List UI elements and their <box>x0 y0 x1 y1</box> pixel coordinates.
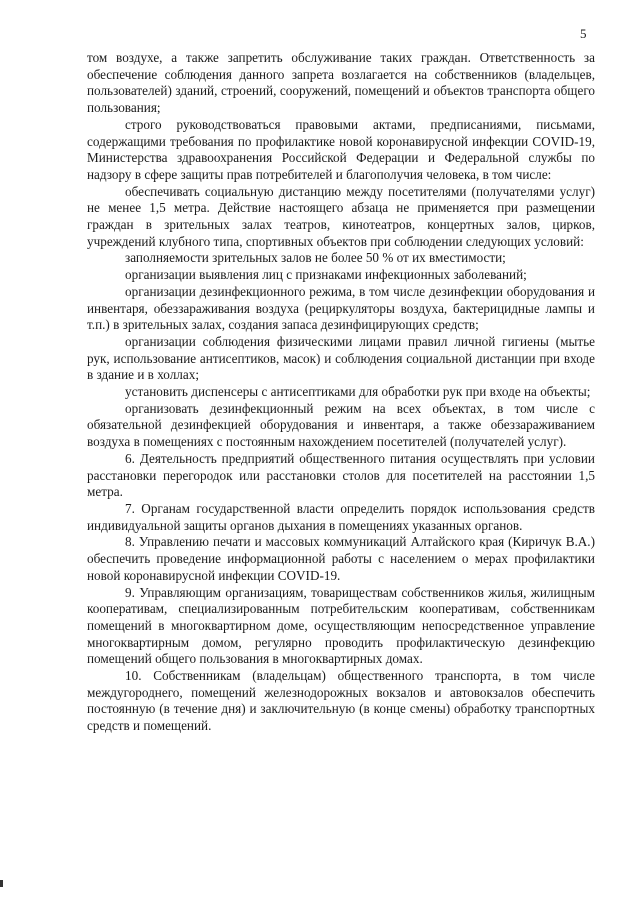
paragraph: 6. Деятельность предприятий общественного питания осуществлять при условии расстановки перегородок или расстановки столов для посетителей на расстоянии 1,5 метра. <box>87 450 595 500</box>
paragraph: заполняемости зрительных залов не более 50 % от их вместимости; <box>125 250 506 266</box>
document-body <box>87 50 595 735</box>
paragraph: 7. Органам государственной власти определить порядок использования средств индивидуальной защиты органов дыхания в помещениях указанных органов. <box>87 500 595 533</box>
paragraph: 9. Управляющим организациям, товариществам собственников жилья, жилищным кооперативам, специализированным потребительским кооперативам, собственникам помещений в многоквартирном доме, осуществляющим непосредственное управление многоквартирным домом, регулярно проводить профилактическую дезинфекцию помещений общего пользования в многоквартирных домах. <box>87 584 595 667</box>
paragraph: 8. Управлению печати и массовых коммуникаций Алтайского края (Киричук В.А.) обеспечить проведение информационной работы с населением о мерах профилактики новой коронавирусной инфекции COVID-19. <box>87 534 595 583</box>
paragraph: строго руководствоваться правовыми актами, предписаниями, письмами, содержащими требования по профилактике новой коронавирусной инфекции COVID-19, Министерства здравоохранения Российской Федерации и Федеральной службы по надзору в сфере защиты прав потребителей и благополучия человека, в том числе: <box>87 116 595 182</box>
page-number: 5 <box>580 26 587 41</box>
scan-mark <box>0 880 3 887</box>
paragraph: организовать дезинфекционный режим на всех объектах, в том числе с обязательной дезинфекцией оборудования и инвентаря, а также обеззараживанием воздуха в помещениях с постоянным нахождением посетителей (получателей услуг). <box>87 400 595 450</box>
paragraph: 10. Собственникам (владельцам) общественного транспорта, в том числе междугороднего, помещений железнодорожных вокзалов и автовокзалов обеспечить постоянную (в течение дня) и заключительную (в конце смены) обработку транспортных средств и помещений. <box>87 668 595 734</box>
paragraph: организации соблюдения физическими лицами правил личной гигиены (мытье рук, использование антисептиков, масок) и соблюдения социальной дистанции при входе в здание и в холлах; <box>87 333 595 383</box>
paragraph: обеспечивать социальную дистанцию между посетителями (получателями услуг) не менее 1,5 метра. Действие настоящего абзаца не применяется при размещении граждан в зрительных залах театров, кинотеатров, концертных залов, цирков, учреждений клубного типа, спортивных объектов при соблюдении следующих условий: <box>87 183 595 249</box>
paragraph: установить диспенсеры с антисептиками для обработки рук при входе на объекты; <box>125 384 591 400</box>
paragraph: организации дезинфекционного режима, в том числе дезинфекции оборудования и инвентаря, обеззараживания воздуха (рециркуляторы воздуха, бактерицидные лампы и т.п.) в зрительных залах, создания запаса дезинфицирующих средств; <box>87 283 595 333</box>
paragraph: том воздухе, а также запретить обслуживание таких граждан. Ответственность за обеспечение соблюдения данного запрета возлагается на собственников (владельцев, пользователей) зданий, строений, сооружений, помещений и объектов транспорта общего пользования; <box>87 50 595 116</box>
paragraph: организации выявления лиц с признаками инфекционных заболеваний; <box>125 267 527 283</box>
